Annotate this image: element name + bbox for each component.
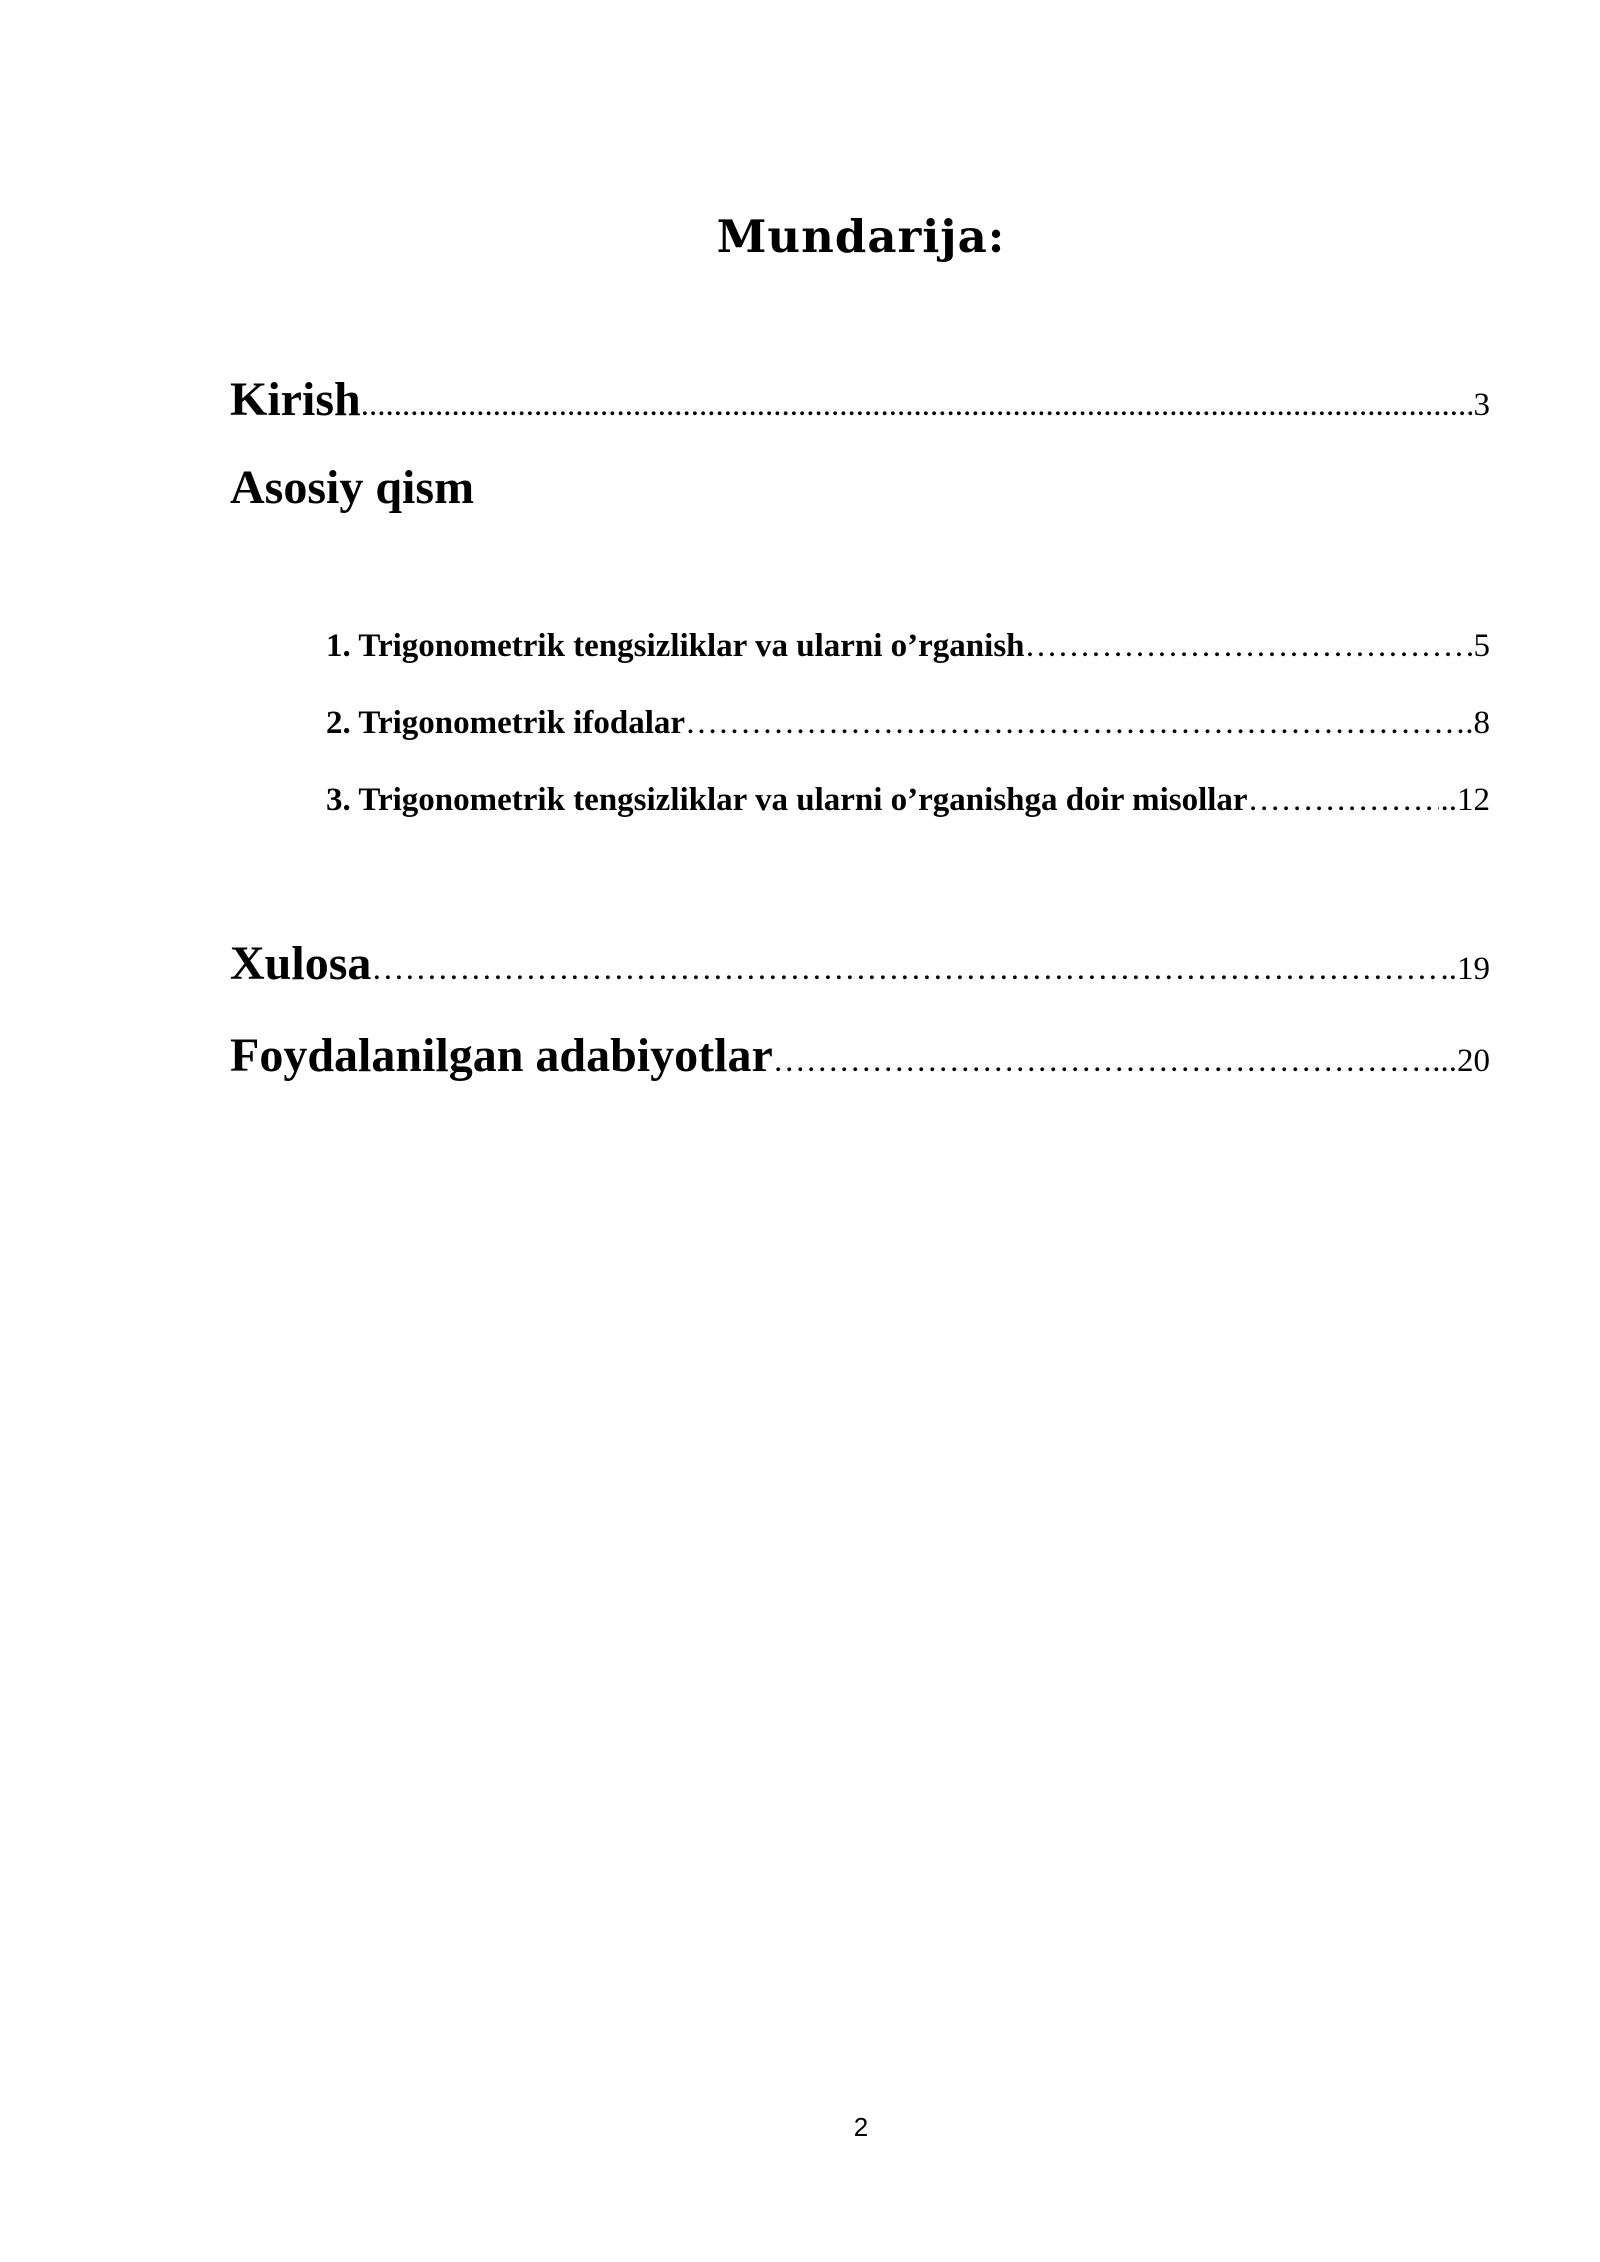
toc-entry-label: 2. Trigonometrik ifodalar (326, 705, 686, 741)
toc-entry-chapter-2[interactable] (326, 705, 1490, 742)
toc-page-number: .8 (1465, 705, 1490, 741)
toc-page-number: 5 (1473, 628, 1490, 664)
toc-page-number: 3 (1473, 387, 1490, 423)
dot-leader (1025, 628, 1472, 665)
toc-entry-references[interactable] (230, 1028, 1490, 1083)
section-heading-main-part: Asosiy qism (230, 461, 475, 514)
toc-page-number: ..12 (1440, 782, 1490, 818)
toc-entry-conclusion[interactable] (230, 936, 1490, 991)
toc-entry-chapter-3[interactable] (326, 782, 1490, 819)
dot-leader (685, 705, 1463, 742)
toc-entry-chapter-1[interactable] (326, 628, 1490, 665)
toc-entry-label: Kirish (230, 373, 361, 426)
toc-page-number: ...20 (1432, 1043, 1490, 1079)
toc-entry-label: 1. Trigonometrik tengsizliklar va ularni o’rganish (326, 628, 1025, 664)
toc-entry-label: Xulosa (230, 937, 372, 990)
toc-entry-label: 3. Trigonometrik tengsizliklar va ularni o’rganishga doir misollar (326, 782, 1248, 818)
page-number: 2 (853, 2112, 869, 2142)
dot-leader (773, 1043, 1430, 1080)
dot-leader (371, 951, 1438, 988)
dot-leader (361, 387, 1472, 424)
toc-entry-intro[interactable] (230, 372, 1490, 427)
page-title: Mundarija: (716, 210, 1006, 263)
dot-leader (1248, 782, 1439, 819)
toc-entry-label: Foydalanilgan adabiyotlar (230, 1029, 773, 1082)
toc-page-number: ..19 (1440, 951, 1490, 987)
